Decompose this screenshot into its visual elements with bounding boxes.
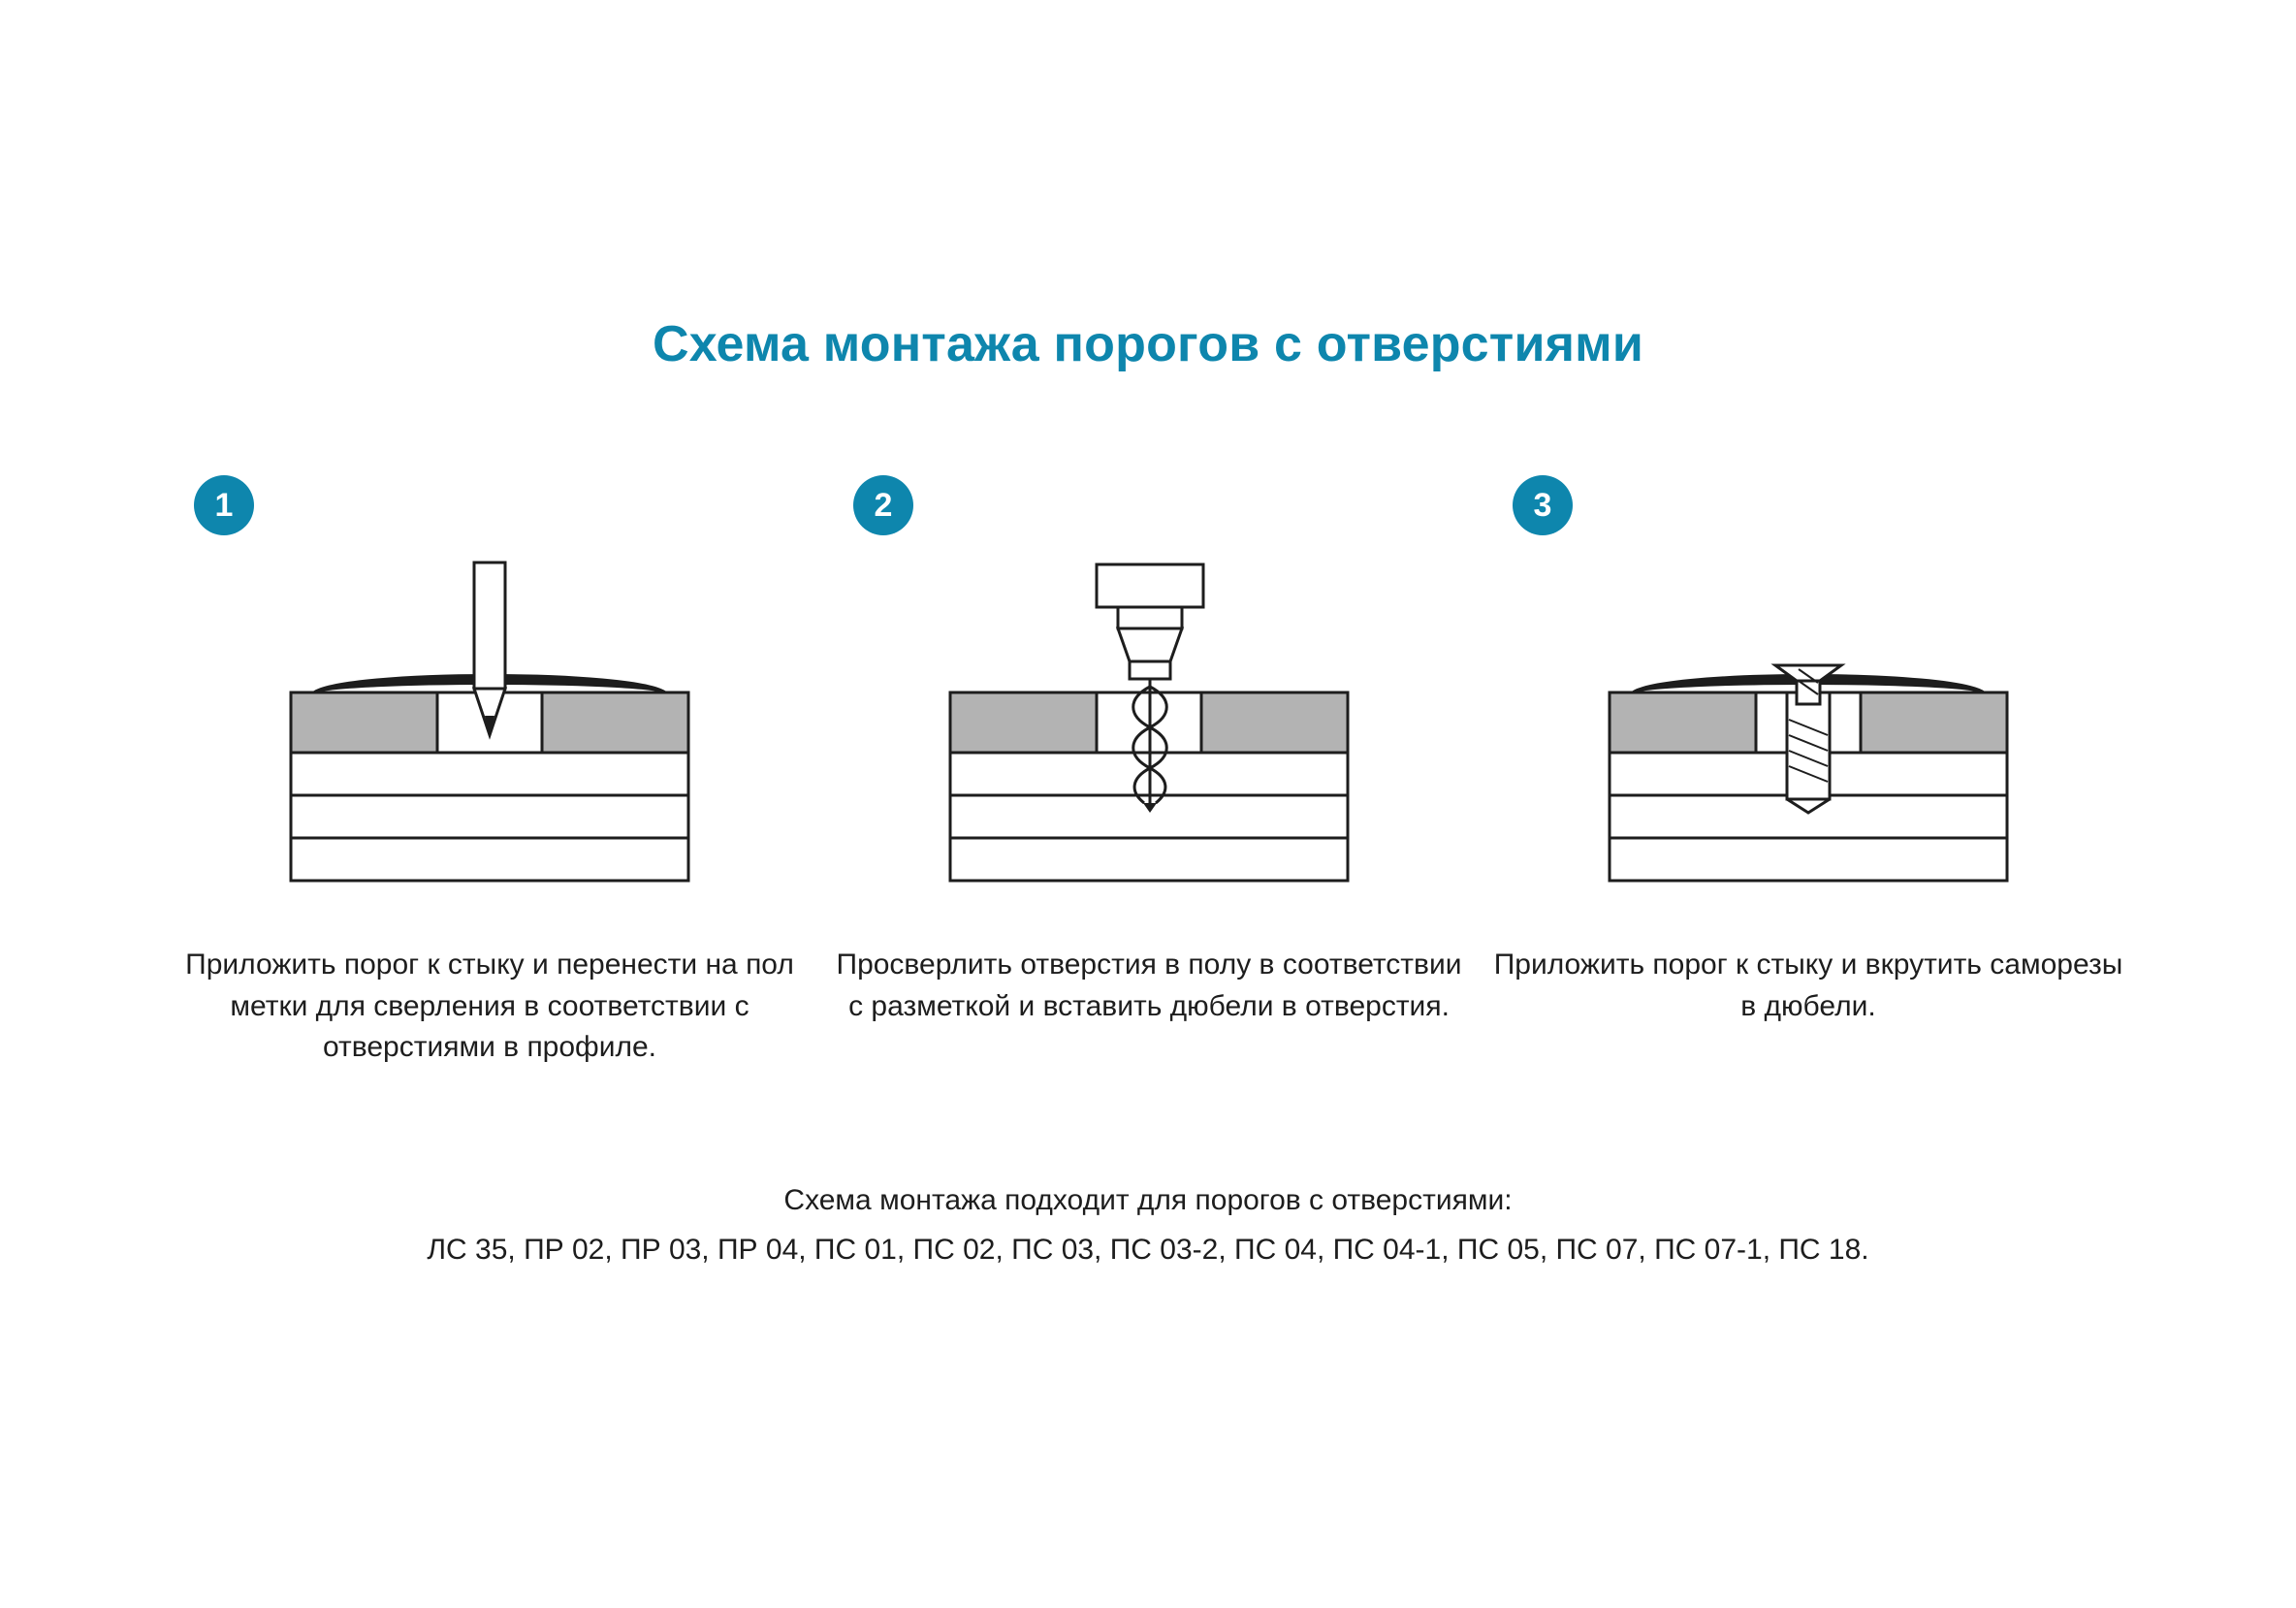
page-title: Схема монтажа порогов с отверстиями [652, 316, 1643, 372]
step-2 [834, 475, 1464, 1027]
step-caption-3: Приложить порог к стыку и вкрутить саморезы в дюбели. [1493, 949, 2123, 1022]
step-illustration-1 [175, 545, 805, 923]
step-caption-2: Просверлить отверстия в полу в соответствии с разметкой и вставить дюбели в отверстия. [836, 949, 1462, 1022]
step-number-badge-3: 3 [1513, 475, 1573, 535]
step-number-badge-2: 2 [853, 475, 913, 535]
step-number-badge-1: 1 [194, 475, 254, 535]
step-illustration-2 [834, 545, 1464, 923]
footer-line-1: Схема монтажа подходит для порогов с отверстиями: [783, 1184, 1513, 1216]
step-1 [175, 475, 805, 1069]
steps-row [175, 475, 2123, 1069]
step-illustration-3 [1493, 545, 2123, 923]
step-caption-1: Приложить порог к стыку и перенести на пол метки для сверления в соответствии с отверстиями в профиле. [185, 949, 794, 1064]
step-3 [1493, 475, 2123, 1027]
footer-line-2: ЛС 35, ПР 02, ПР 03, ПР 04, ПС 01, ПС 02, ПС 03, ПС 03-2, ПС 04, ПС 04-1, ПС 05, ПС 07, ПС 07-1, ПС 18. [427, 1234, 1869, 1266]
footer-note [0, 1178, 2296, 1271]
